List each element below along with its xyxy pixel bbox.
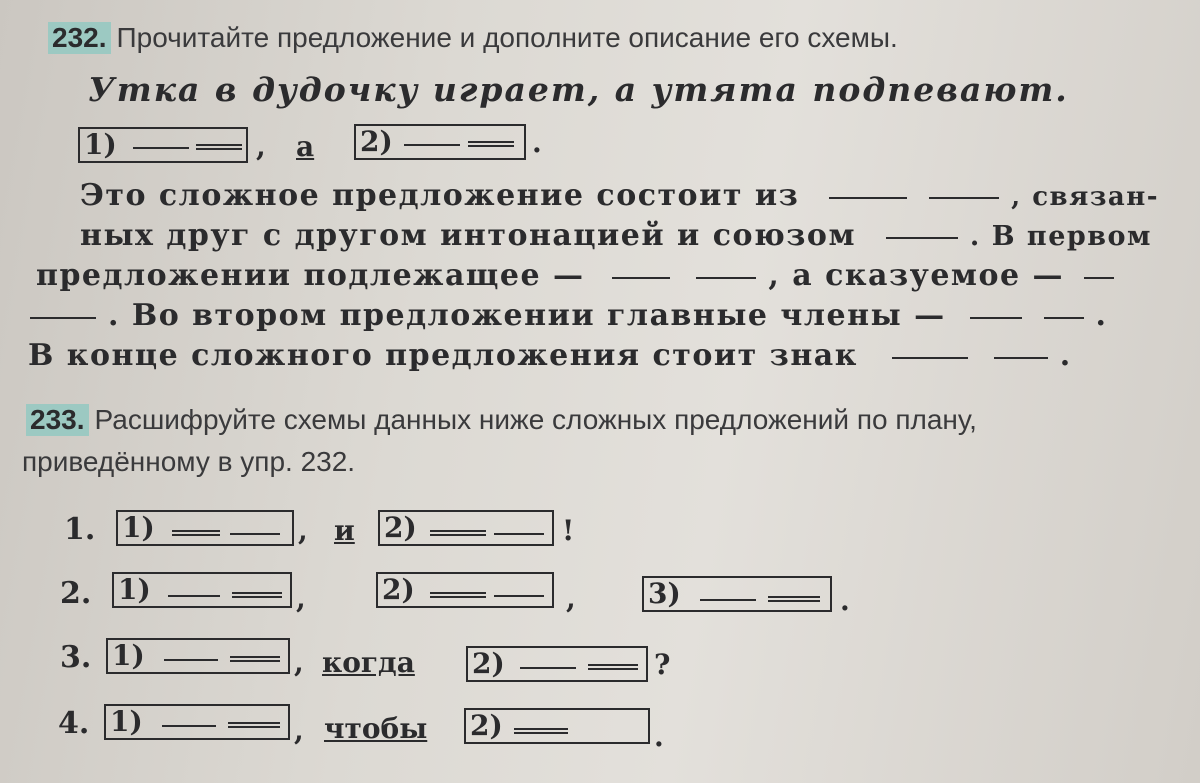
clause-number: 2) <box>382 573 415 606</box>
text-fragment: В конце сложного предложения стоит знак <box>28 338 858 373</box>
answer-blank[interactable] <box>612 276 670 279</box>
period: . <box>654 720 664 753</box>
predicate-underline <box>228 722 280 728</box>
subject-underline <box>133 147 189 149</box>
answer-blank[interactable] <box>1044 316 1084 319</box>
predicate-underline <box>588 664 638 670</box>
clause-number: 1) <box>84 128 117 161</box>
text-line-2 <box>80 218 1152 253</box>
clause-number: 1) <box>122 511 155 544</box>
answer-blank[interactable] <box>30 316 96 319</box>
text-line-1 <box>80 178 1159 213</box>
text-line-5 <box>28 338 1072 373</box>
exercise-233-task-line-2: приведённому в упр. 232. <box>22 446 356 477</box>
row-number: 1. <box>64 512 96 547</box>
conjunction: и <box>334 514 355 547</box>
row-number: 3. <box>60 640 92 675</box>
subject-underline <box>230 533 280 535</box>
text-line-4 <box>30 298 1107 333</box>
scheme-box-1 <box>112 572 292 608</box>
exercise-233-header <box>26 404 977 436</box>
row-number: 4. <box>58 706 90 741</box>
subject-underline <box>404 144 460 146</box>
period: . <box>532 126 542 159</box>
predicate-underline <box>196 144 242 150</box>
exercise-232-header <box>48 22 898 54</box>
predicate-underline <box>430 530 486 536</box>
comma: , <box>294 646 304 679</box>
subject-underline <box>700 599 756 601</box>
predicate-underline <box>430 592 486 598</box>
clause-number: 2) <box>470 709 503 742</box>
exercise-number: 232. <box>48 22 111 54</box>
text-line-3 <box>36 258 1114 293</box>
answer-blank[interactable] <box>994 356 1048 359</box>
clause-number: 1) <box>110 705 143 738</box>
predicate-underline <box>768 596 820 602</box>
scheme-box-3 <box>642 576 832 612</box>
answer-blank[interactable] <box>929 196 999 199</box>
answer-blank[interactable] <box>829 196 907 199</box>
comma: , <box>296 582 306 615</box>
scheme-box-1 <box>116 510 294 546</box>
answer-blank[interactable] <box>892 356 968 359</box>
scheme-box-2 <box>378 510 554 546</box>
text-fragment: Это сложное предложение состоит из <box>80 178 800 213</box>
example-sentence: Утка в дудочку играет, а утята подпевают. <box>88 70 1069 109</box>
subject-underline <box>164 659 218 661</box>
text-fragment: . В первом <box>969 221 1152 252</box>
clause-number: 2) <box>384 511 417 544</box>
comma: , <box>298 514 308 547</box>
predicate-underline <box>514 728 568 734</box>
subject-underline <box>162 725 216 727</box>
subject-underline <box>494 533 544 535</box>
exercise-number: 233. <box>26 404 89 436</box>
comma: , <box>566 582 576 615</box>
subject-underline <box>520 667 576 669</box>
scheme-box-2 <box>464 708 650 744</box>
exercise-task: Прочитайте предложение и дополните описание его схемы. <box>116 22 898 53</box>
conjunction: когда <box>322 646 415 679</box>
conjunction: а <box>296 130 315 163</box>
exercise-task: Расшифруйте схемы данных ниже сложных предложений по плану, <box>94 404 977 435</box>
clause-number: 3) <box>648 577 681 610</box>
answer-blank[interactable] <box>886 236 958 239</box>
subject-underline <box>168 595 220 597</box>
text-fragment: предложении подлежащее — <box>36 258 585 293</box>
clause-number: 1) <box>112 639 145 672</box>
predicate-underline <box>230 656 280 662</box>
text-fragment: ных друг с другом интонацией и союзом <box>80 218 856 253</box>
comma: , <box>294 714 304 747</box>
scheme-box-2 <box>376 572 554 608</box>
period: . <box>840 584 850 617</box>
text-fragment: . Во втором предложении главные члены — <box>107 298 946 333</box>
clause-number: 1) <box>118 573 151 606</box>
row-number: 2. <box>60 576 92 611</box>
question-mark: ? <box>654 648 671 681</box>
predicate-underline <box>468 141 514 147</box>
answer-blank[interactable] <box>970 316 1022 319</box>
comma: , <box>256 130 266 163</box>
text-fragment: . <box>1059 338 1072 373</box>
clause-number: 2) <box>472 647 505 680</box>
predicate-underline <box>172 530 220 536</box>
text-fragment: , связан- <box>1011 182 1160 212</box>
answer-blank[interactable] <box>1084 276 1114 279</box>
subject-underline <box>494 595 544 597</box>
text-fragment: . <box>1095 298 1108 333</box>
exclamation-mark: ! <box>562 514 575 547</box>
answer-blank[interactable] <box>696 276 756 279</box>
predicate-underline <box>232 592 282 598</box>
clause-number: 2) <box>360 125 393 158</box>
text-fragment: , а сказуемое — <box>768 258 1065 293</box>
conjunction: чтобы <box>324 712 428 745</box>
